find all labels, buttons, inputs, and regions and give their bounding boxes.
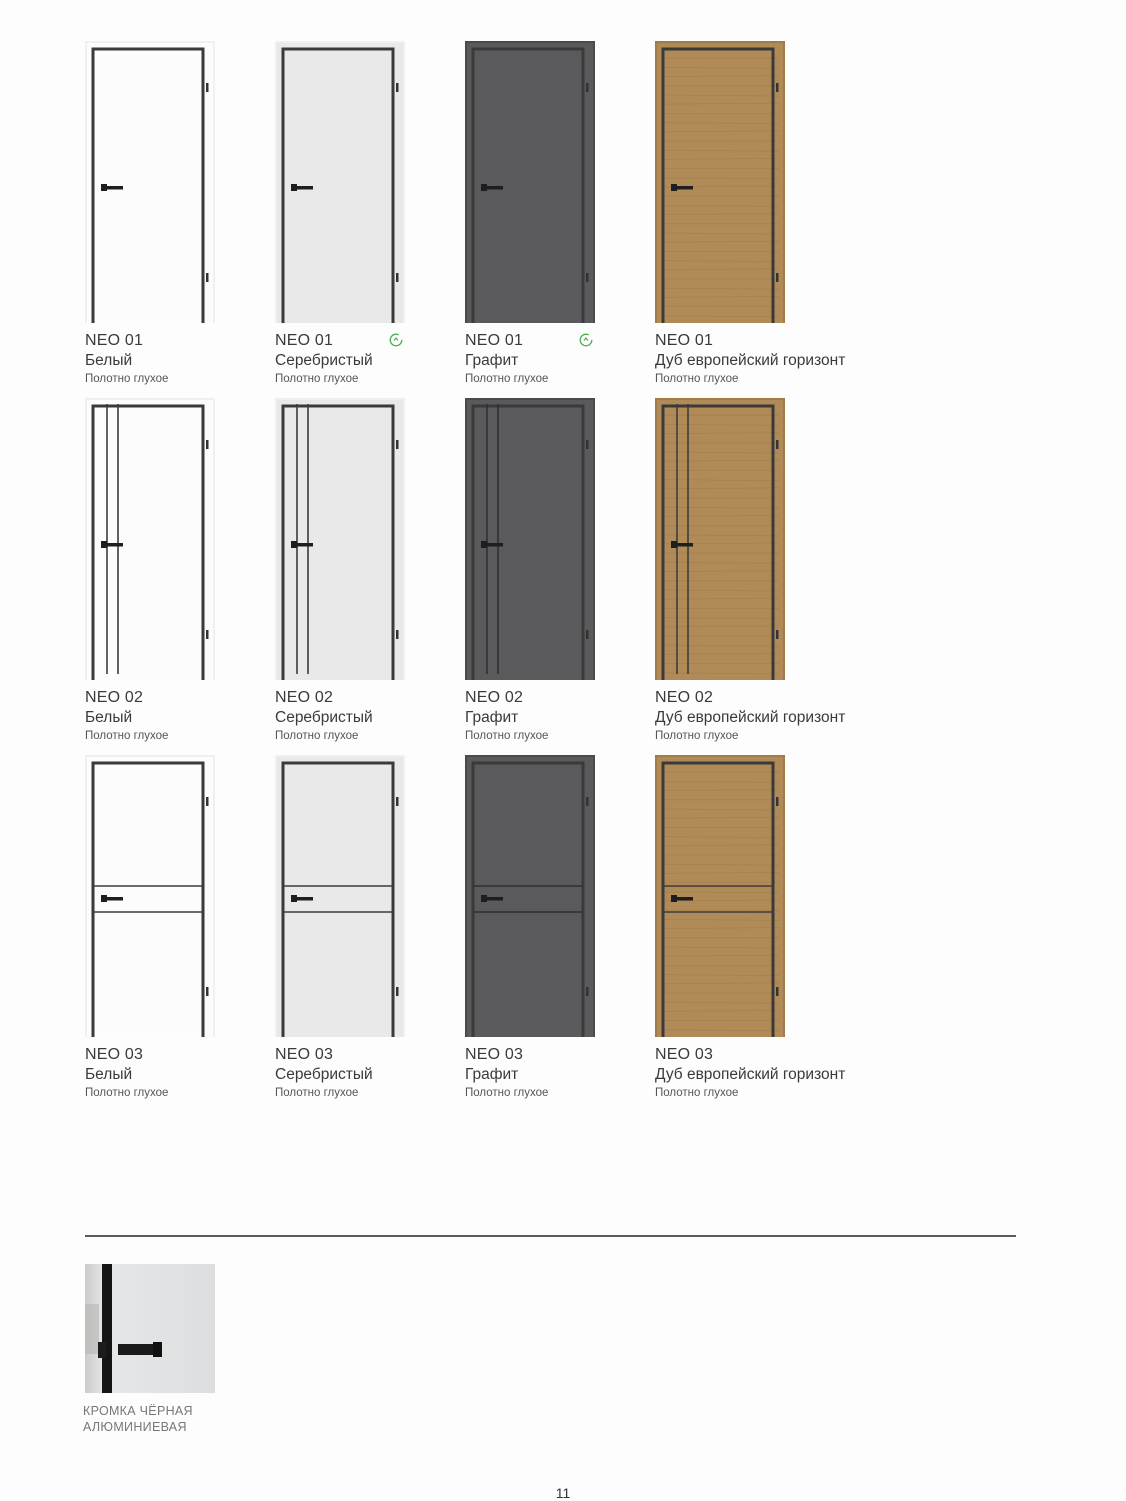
door-image [465,41,595,323]
section-divider [85,1235,1016,1237]
product-model: NEO 02 [465,689,524,706]
page-number: 11 [555,1485,571,1501]
product-model: NEO 02 [275,689,334,706]
product-caption [655,331,955,387]
product-color: Белый [85,1066,133,1083]
product-model: NEO 01 [85,332,144,349]
product-color: Белый [85,709,133,726]
product-type: Полотно глухое [275,1087,359,1099]
product-color: Дуб европейский горизонт [655,352,846,369]
product-color: Серебристый [275,352,373,369]
product-caption [655,688,955,744]
door-image [655,755,785,1037]
product-type: Полотно глухое [655,373,739,385]
product-color: Графит [465,1066,519,1083]
product-type: Полотно глухое [275,373,359,385]
product-model: NEO 01 [655,332,714,349]
door-image [275,755,405,1037]
product-caption [655,1045,955,1101]
edge-caption-line2: АЛЮМИНИЕВАЯ [83,1420,187,1434]
product-type: Полотно глухое [655,730,739,742]
product-color: Дуб европейский горизонт [655,1066,846,1083]
product-type: Полотно глухое [465,373,549,385]
product-color: Серебристый [275,1066,373,1083]
product-type: Полотно глухое [655,1087,739,1099]
product-color: Дуб европейский горизонт [655,709,846,726]
edge-caption [83,1403,193,1435]
product-model: NEO 01 [275,332,334,349]
product-type: Полотно глухое [85,373,169,385]
door-image [275,398,405,680]
product-model: NEO 02 [85,689,144,706]
door-image [85,398,215,680]
product-color: Графит [465,709,519,726]
product-type: Полотно глухое [85,730,169,742]
edge-caption-line1: КРОМКА ЧЁРНАЯ [83,1404,193,1418]
product-color: Белый [85,352,133,369]
door-image [655,41,785,323]
product-model: NEO 03 [465,1046,524,1063]
product-color: Серебристый [275,709,373,726]
product-type: Полотно глухое [275,730,359,742]
product-type: Полотно глухое [465,730,549,742]
door-image [85,41,215,323]
edge-detail-photo [85,1264,215,1393]
product-type: Полотно глухое [465,1087,549,1099]
door-image [655,398,785,680]
product-model: NEO 03 [655,1046,714,1063]
door-image [85,755,215,1037]
product-model: NEO 03 [275,1046,334,1063]
product-type: Полотно глухое [85,1087,169,1099]
door-image [275,41,405,323]
product-model: NEO 03 [85,1046,144,1063]
product-color: Графит [465,352,519,369]
door-image [465,755,595,1037]
product-model: NEO 01 [465,332,524,349]
product-model: NEO 02 [655,689,714,706]
door-image [465,398,595,680]
